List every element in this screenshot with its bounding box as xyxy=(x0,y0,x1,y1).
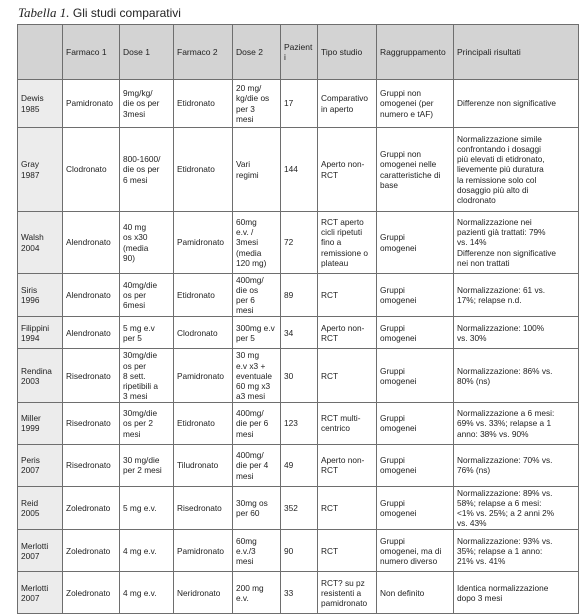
table-cell: Merlotti 2007 xyxy=(18,572,63,614)
table-cell: 123 xyxy=(281,402,318,444)
table-cell: RCT? su pz resistenti a pamidronato xyxy=(318,572,377,614)
table-cell: Gruppi omogenei, ma di numero diverso xyxy=(377,530,454,572)
table-cell: 49 xyxy=(281,444,318,486)
table-cell: Etidronato xyxy=(174,402,233,444)
table-caption xyxy=(18,5,181,21)
table-cell: Neridronato xyxy=(174,572,233,614)
table-cell: Differenze non significative xyxy=(454,80,579,128)
table-cell: Miller 1999 xyxy=(18,402,63,444)
column-header: Farmaco 1 xyxy=(63,25,120,80)
table-cell: RCT xyxy=(318,274,377,317)
table-cell: Risedronato xyxy=(63,402,120,444)
table-cell: Gruppi omogenei xyxy=(377,212,454,274)
table-cell: Pamidronato xyxy=(174,530,233,572)
column-header: Dose 1 xyxy=(120,25,174,80)
table-cell: Etidronato xyxy=(174,274,233,317)
table-cell: 34 xyxy=(281,317,318,349)
table-cell: Walsh 2004 xyxy=(18,212,63,274)
column-header: Dose 2 xyxy=(233,25,281,80)
table-cell: 89 xyxy=(281,274,318,317)
table-cell: Normalizzazione: 86% vs. 80% (ns) xyxy=(454,349,579,403)
table-cell: Merlotti 2007 xyxy=(18,530,63,572)
table-row xyxy=(18,274,579,317)
column-header: Raggruppamento xyxy=(377,25,454,80)
table-cell: RCT multi- centrico xyxy=(318,402,377,444)
table-cell: 352 xyxy=(281,486,318,529)
table-cell: Gruppi omogenei xyxy=(377,402,454,444)
table-cell: Etidronato xyxy=(174,128,233,212)
table-row xyxy=(18,572,579,614)
table-cell: Tiludronato xyxy=(174,444,233,486)
table-cell: Zoledronato xyxy=(63,486,120,529)
table-cell: 4 mg e.v. xyxy=(120,530,174,572)
table-cell: Aperto non- RCT xyxy=(318,128,377,212)
table-cell: 30 mg/die per 2 mesi xyxy=(120,444,174,486)
table-cell: Gruppi omogenei xyxy=(377,349,454,403)
column-header: Principali risultati xyxy=(454,25,579,80)
table-cell: Pamidronato xyxy=(174,212,233,274)
table-cell: Etidronato xyxy=(174,80,233,128)
table-cell: Normalizzazione: 89% vs. 58%; relapse a 6 mesi: <1% vs. 25%; a 2 anni 2% vs. 43% xyxy=(454,486,579,529)
table-cell: Vari regimi xyxy=(233,128,281,212)
table-cell: Normalizzazione: 93% vs. 35%; relapse a 1 anno: 21% vs. 41% xyxy=(454,530,579,572)
table-cell: Filippini 1994 xyxy=(18,317,63,349)
table-cell: Normalizzazione a 6 mesi: 69% vs. 33%; relapse a 1 anno: 38% vs. 90% xyxy=(454,402,579,444)
column-header xyxy=(18,25,63,80)
table-cell: Zoledronato xyxy=(63,572,120,614)
table-cell: Comparativo in aperto xyxy=(318,80,377,128)
table-row xyxy=(18,402,579,444)
table-cell: Gruppi omogenei xyxy=(377,444,454,486)
table-cell: 400mg/ die os per 6 mesi xyxy=(233,274,281,317)
table-row xyxy=(18,530,579,572)
table-row xyxy=(18,80,579,128)
table-cell: Rendina 2003 xyxy=(18,349,63,403)
table-cell: 300mg e.v per 5 xyxy=(233,317,281,349)
table-cell: RCT xyxy=(318,349,377,403)
column-header: Tipo studio xyxy=(318,25,377,80)
table-cell: Risedronato xyxy=(63,444,120,486)
table-row xyxy=(18,349,579,403)
table-row xyxy=(18,212,579,274)
column-header: Pazienti xyxy=(281,25,318,80)
table-cell: 60mg e.v./3 mesi xyxy=(233,530,281,572)
table-cell: 17 xyxy=(281,80,318,128)
column-header: Farmaco 2 xyxy=(174,25,233,80)
table-cell: 400mg/ die per 4 mesi xyxy=(233,444,281,486)
table-cell: Alendronato xyxy=(63,212,120,274)
table-cell: 800-1600/ die os per 6 mesi xyxy=(120,128,174,212)
table-cell: 40mg/die os per 6mesi xyxy=(120,274,174,317)
table-cell: Risedronato xyxy=(63,349,120,403)
table-cell: 144 xyxy=(281,128,318,212)
table-cell: Alendronato xyxy=(63,274,120,317)
table-cell: RCT xyxy=(318,530,377,572)
table-cell: Aperto non- RCT xyxy=(318,444,377,486)
table-cell: Zoledronato xyxy=(63,530,120,572)
table-cell: Reid 2005 xyxy=(18,486,63,529)
table-cell: Pamidronato xyxy=(174,349,233,403)
table-cell: 30mg/die os per 2 mesi xyxy=(120,402,174,444)
table-cell: Gruppi omogenei xyxy=(377,317,454,349)
table-cell: Normalizzazione: 61 vs. 17%; relapse n.d. xyxy=(454,274,579,317)
table-cell: 4 mg e.v. xyxy=(120,572,174,614)
table-cell: Gruppi non omogenei nelle caratteristiche di base xyxy=(377,128,454,212)
table-cell: 200 mg e.v. xyxy=(233,572,281,614)
table-cell: Non definito xyxy=(377,572,454,614)
caption-title: Gli studi comparativi xyxy=(72,6,181,20)
table-cell: Alendronato xyxy=(63,317,120,349)
table-cell: Normalizzazione: 100% vs. 30% xyxy=(454,317,579,349)
table-cell: Peris 2007 xyxy=(18,444,63,486)
table-cell: 20 mg/ kg/die os per 3 mesi xyxy=(233,80,281,128)
table-cell: 30 mg e.v x3 + eventuale 60 mg x3 a3 mesi xyxy=(233,349,281,403)
table-cell: RCT xyxy=(318,486,377,529)
table-cell: Gruppi omogenei xyxy=(377,486,454,529)
table-cell: Pamidronato xyxy=(63,80,120,128)
table-cell: Gruppi non omogenei (per numero e tAF) xyxy=(377,80,454,128)
header-row xyxy=(18,25,579,80)
table-cell: 72 xyxy=(281,212,318,274)
table-cell: 5 mg e.v. xyxy=(120,486,174,529)
table-cell: 30 xyxy=(281,349,318,403)
table-cell: 400mg/ die per 6 mesi xyxy=(233,402,281,444)
table-cell: RCT aperto cicli ripetuti fino a remissione o plateau xyxy=(318,212,377,274)
table-row xyxy=(18,444,579,486)
table-cell: Identica normalizzazione dopo 3 mesi xyxy=(454,572,579,614)
table-cell: Normalizzazione: 70% vs. 76% (ns) xyxy=(454,444,579,486)
table-row xyxy=(18,317,579,349)
table-cell: Risedronato xyxy=(174,486,233,529)
table-cell: 5 mg e.v per 5 xyxy=(120,317,174,349)
table-cell: 30mg os per 60 xyxy=(233,486,281,529)
table-cell: Dewis 1985 xyxy=(18,80,63,128)
table-cell: 90 xyxy=(281,530,318,572)
table-cell: 33 xyxy=(281,572,318,614)
comparative-studies-table xyxy=(17,24,579,614)
table-cell: 9mg/kg/ die os per 3mesi xyxy=(120,80,174,128)
caption-label: Tabella 1. xyxy=(18,5,70,20)
table-row xyxy=(18,128,579,212)
table-cell: Gray 1987 xyxy=(18,128,63,212)
table-cell: 60mg e.v. / 3mesi (media 120 mg) xyxy=(233,212,281,274)
table-cell: 30mg/die os per 8 sett. ripetibili a 3 mesi xyxy=(120,349,174,403)
table-cell: Siris 1996 xyxy=(18,274,63,317)
table-row xyxy=(18,486,579,529)
table-cell: 40 mg os x30 (media 90) xyxy=(120,212,174,274)
table-cell: Normalizzazione simile confrontando i dosaggi più elevati di etidronato, lievemente più duratura la remissione solo col dosaggio più alto di clodronato xyxy=(454,128,579,212)
table-cell: Aperto non- RCT xyxy=(318,317,377,349)
table-cell: Clodronato xyxy=(63,128,120,212)
table-cell: Gruppi omogenei xyxy=(377,274,454,317)
table-cell: Clodronato xyxy=(174,317,233,349)
table-cell: Normalizzazione nei pazienti già trattati: 79% vs. 14% Differenze non significative nei non trattati xyxy=(454,212,579,274)
